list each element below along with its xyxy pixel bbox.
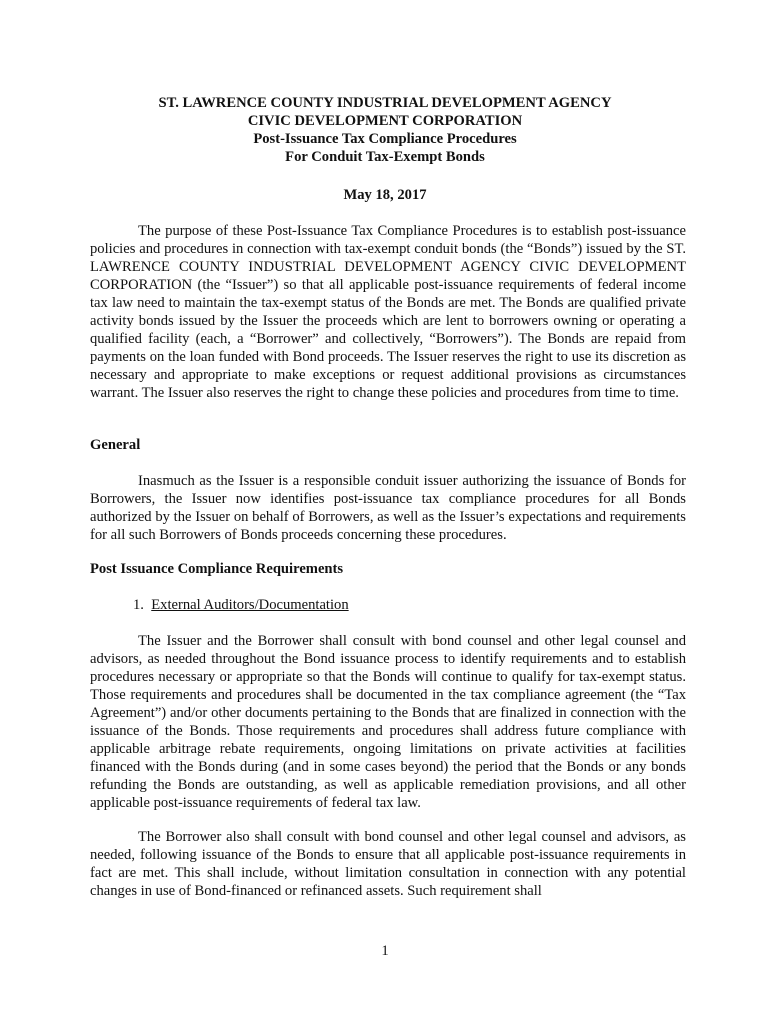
general-heading: General bbox=[90, 437, 141, 453]
document-subtitle: For Conduit Tax-Exempt Bonds bbox=[285, 149, 485, 165]
general-paragraph: Inasmuch as the Issuer is a responsible conduit issuer authorizing the issuance of Bonds for Borrowers, the Issuer now identifies post-issuance tax compliance procedures for all Bonds authorized by the Issuer on behalf of Borrowers, as well as the Issuer’s expectations and requirements for all such Borrowers of Bonds proceeds concerning these procedures. bbox=[90, 473, 686, 543]
intro-paragraph: The purpose of these Post-Issuance Tax Compliance Procedures is to establish post-issuance policies and procedures in connection with tax-exempt conduit bonds (the “Bonds”) issued by the ST. LAWRENCE COUNTY INDUSTRIAL DEVELOPMENT AGENCY CIVIC DEVELOPMENT CORPORATION (the “Issuer”) so that all applicable post-issuance requirements of federal income tax law need to maintain the tax-exempt status of the Bonds are met. The Bonds are qualified private activity bonds issued by the Issuer the proceeds which are lent to borrowers owning or operating a qualified facility (each, a “Borrower” and collectively, “Borrowers”). The Bonds are repaid from payments on the loan funded with Bond proceeds. The Issuer reserves the right to use its discretion as necessary and appropriate to make exceptions or request additional provisions as circumstances warrant. The Issuer also reserves the right to change these policies and procedures from time to time. bbox=[90, 223, 686, 401]
list-item-external-auditors bbox=[133, 596, 349, 614]
external-auditors-paragraph: The Issuer and the Borrower shall consult with bond counsel and other legal counsel and advisors, as needed throughout the Bond issuance process to identify requirements and to establish procedures necessary or appropriate so that the Bonds will continue to qualify for tax-exempt status. Those requirements and procedures shall be documented in the tax compliance agreement (the “Tax Agreement”) and/or other documents pertaining to the Bonds that are finalized in connection with the issuance of the Bonds. Those requirements and procedures shall address future compliance with applicable arbitrage rebate requirements, ongoing limitations on private activities at facilities financed with the Bonds during (and in some cases beyond) the period that the Bonds or any bonds refunding the Bonds are outstanding, as well as applicable remediation provisions, and all other applicable post-issuance requirements of federal tax law. bbox=[90, 633, 686, 811]
corporation-name: CIVIC DEVELOPMENT CORPORATION bbox=[247, 113, 523, 129]
post-issuance-heading: Post Issuance Compliance Requirements bbox=[90, 561, 344, 577]
document-date: May 18, 2017 bbox=[343, 187, 427, 203]
document-title: Post-Issuance Tax Compliance Procedures bbox=[253, 131, 517, 147]
list-item-number: 1. bbox=[133, 597, 144, 613]
list-item-title: External Auditors/Documentation bbox=[151, 597, 349, 613]
document-header bbox=[0, 94, 770, 166]
page-number: 1 bbox=[381, 943, 389, 959]
agency-name: ST. LAWRENCE COUNTY INDUSTRIAL DEVELOPMENT AGENCY bbox=[158, 95, 612, 111]
borrower-consult-paragraph: The Borrower also shall consult with bond counsel and other legal counsel and advisors, as needed, following issuance of the Bonds to ensure that all applicable post-issuance requirements in fact are met. This shall include, without limitation consultation in connection with any potential changes in use of Bond-financed or refinanced assets. Such requirement shall bbox=[90, 829, 686, 899]
